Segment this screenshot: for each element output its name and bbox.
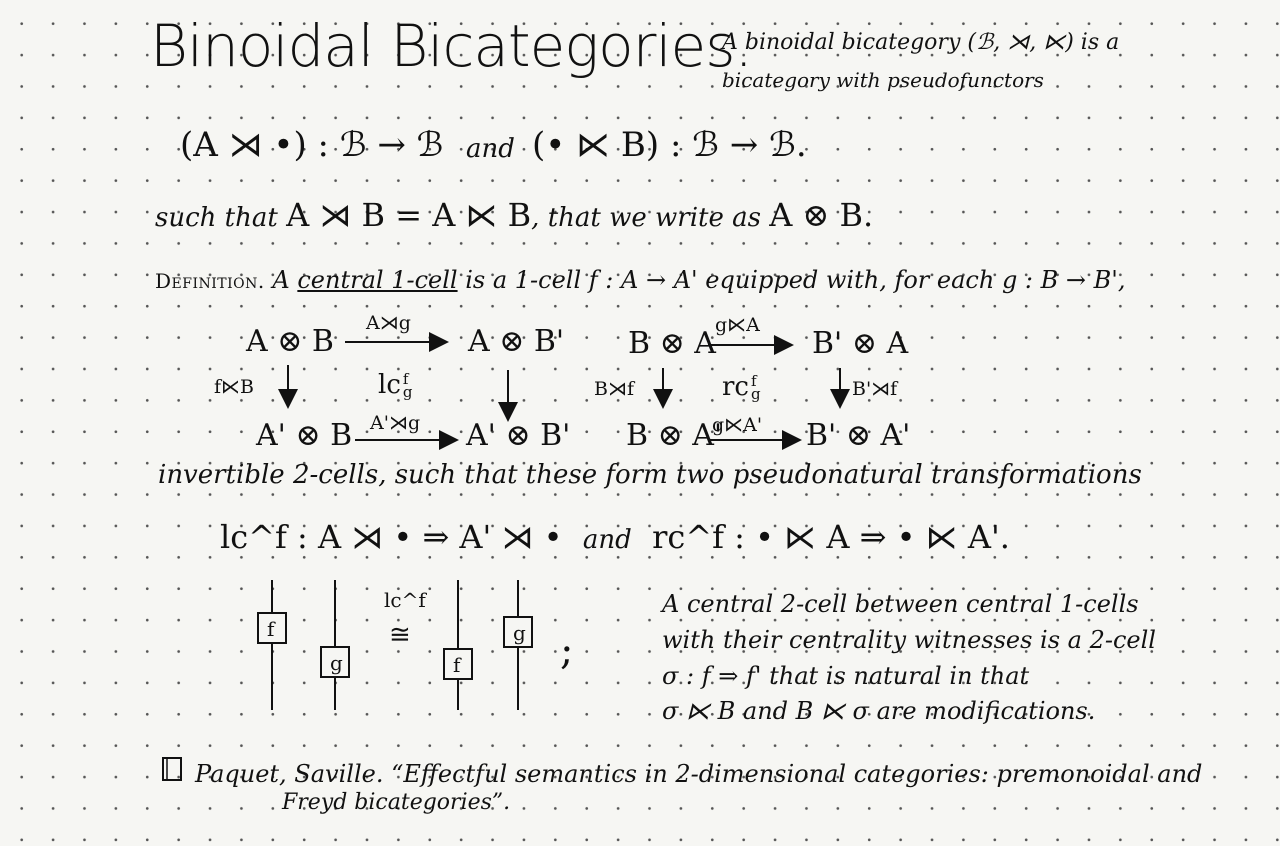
isomorphism-symbol: ≅ — [389, 620, 411, 650]
definition-rest: is a 1-cell f : A → A' equipped with, for each g : B → B', — [465, 266, 1126, 294]
lc-name: lc — [378, 370, 401, 400]
square-left-bottom-label: A'⋊g — [370, 412, 421, 434]
square-left-left-label: f⋉B — [214, 376, 254, 398]
box-f-left-label: f — [267, 617, 275, 641]
definition-article: A — [272, 266, 290, 294]
square-left-tl: A ⊗ B — [246, 324, 334, 359]
square-right-2-cell — [722, 372, 761, 402]
square-right-tl: B ⊗ A — [628, 326, 716, 361]
pseudonatural-line — [220, 518, 1010, 556]
definition-keyword: Definition. — [155, 269, 265, 293]
box-g-right-label: g — [513, 621, 526, 645]
square-left-tr: A ⊗ B' — [468, 324, 565, 359]
reference-line-1: Paquet, Saville. “Effectful semantics in 2-dimensional categories: premonoidal and — [195, 760, 1203, 788]
rc-transformation: rc^f : • ⋉ A ⇒ • ⋉ A'. — [652, 518, 1010, 556]
page-title: Binoidal Bicategories. — [150, 12, 752, 80]
square-right-br: B' ⊗ A' — [806, 418, 911, 453]
square-right-tr: B' ⊗ A — [812, 326, 909, 361]
lc-label: lc^f — [384, 588, 426, 612]
square-left-br: A' ⊗ B' — [466, 418, 571, 453]
lc-subscript: g — [402, 383, 413, 401]
central-2-cell-line-4: σ ⋉ B and B ⋉ σ are modifications. — [662, 697, 1096, 725]
box-g-left-label: g — [330, 651, 343, 675]
square-left-top-label: A⋊g — [366, 312, 411, 334]
lc-superscript: f — [402, 369, 409, 388]
such-that-post: , that we write as — [531, 203, 761, 233]
square-left-bl: A' ⊗ B — [256, 418, 353, 453]
square-right-bottom-label: g⋉A' — [712, 414, 763, 436]
semicolon: ; — [560, 628, 574, 674]
central-2-cell-line-1: A central 2-cell between central 1-cells — [662, 590, 1139, 618]
square-right-top-label: g⋉A — [715, 314, 760, 336]
reference-line-2: Freyd bicategories”. — [282, 790, 511, 815]
rc-superscript: f — [751, 371, 757, 390]
equality: A ⋊ B = A ⋉ B — [286, 196, 532, 234]
defined-term: central 1-cell — [297, 266, 458, 294]
rc-name: rc — [722, 372, 749, 402]
central-2-cell-line-2: with their centrality witnesses is a 2-cell — [662, 626, 1156, 654]
square-right-bl: B ⊗ A' — [626, 418, 723, 453]
right-pseudofunctor: (• ⋉ B) : ℬ → ℬ. — [532, 125, 807, 165]
such-that-line — [155, 196, 873, 234]
invertible-line: invertible 2-cells, such that these form two pseudonatural transformations — [158, 460, 1142, 490]
lc-transformation: lc^f : A ⋊ • ⇒ A' ⋊ • — [220, 518, 563, 556]
left-pseudofunctor: (A ⋊ •) : ℬ → ℬ — [180, 125, 444, 165]
square-right-left-label: B⋊f — [594, 378, 634, 400]
book-icon — [160, 754, 186, 784]
square-right-right-label: B'⋊f — [852, 378, 898, 400]
intro-line-2: bicategory with pseudofunctors — [722, 68, 1044, 92]
tensor-notation: A ⊗ B. — [769, 196, 874, 234]
box-f-right-label: f — [453, 653, 461, 677]
square-left-2-cell — [378, 370, 413, 400]
definition-line — [155, 266, 1126, 294]
central-2-cell-line-3: σ : f ⇒ f' that is natural in that — [662, 662, 1030, 690]
such-that-pre: such that — [155, 203, 278, 233]
intro-line-1: A binoidal bicategory (ℬ, ⋊, ⋉) is a — [722, 30, 1120, 55]
functors-conjunction: and — [466, 134, 515, 164]
pseudo-conjunction: and — [582, 525, 632, 555]
rc-subscript: g — [751, 385, 761, 403]
